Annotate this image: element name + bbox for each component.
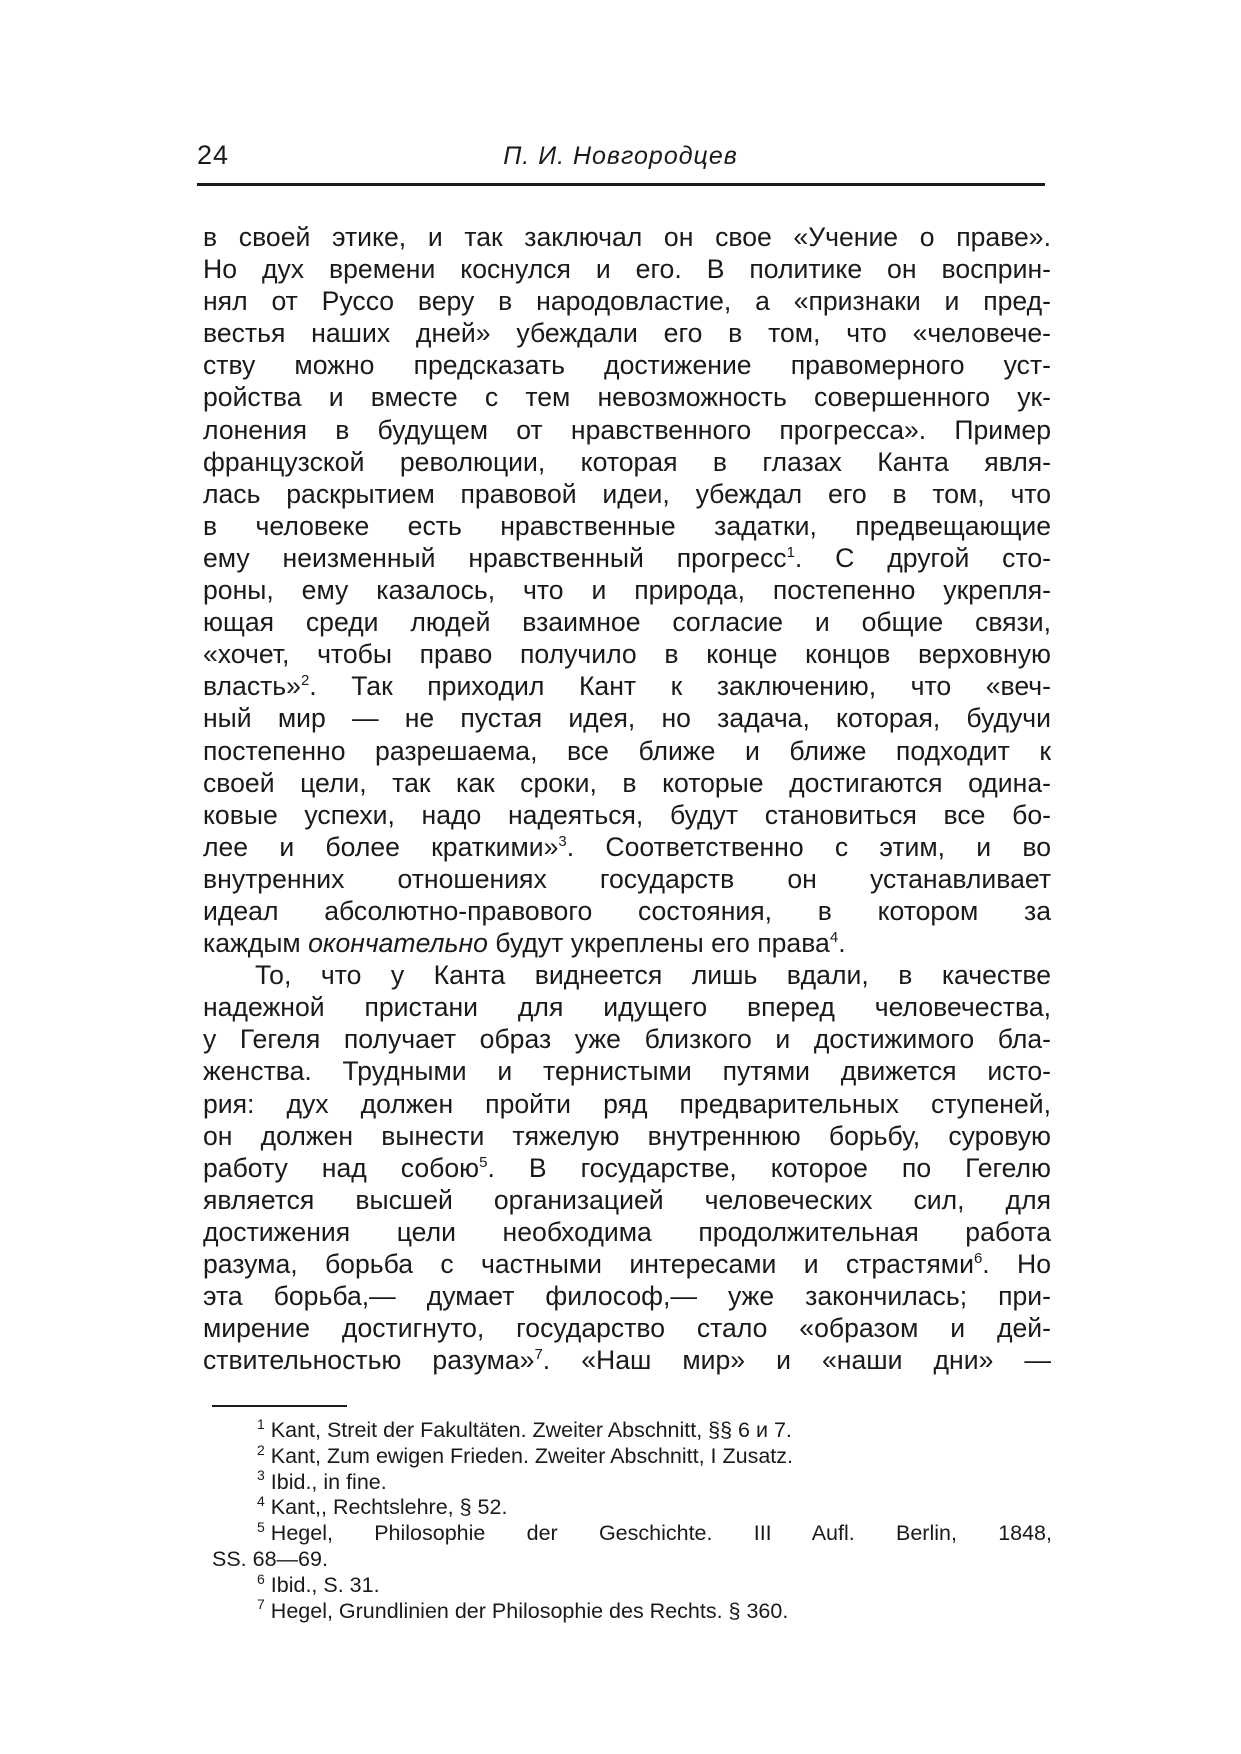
body-line: эта борьба,— думает философ,— уже закончилась; при- xyxy=(203,1281,1051,1312)
footnote-text: Kant, Streit der Fakultäten. Zweiter Abschnitt, §§ 6 и 7. xyxy=(270,1418,792,1442)
body-text xyxy=(203,221,1051,1376)
body-line: роны, ему казалось, что и природа, постепенно укрепля- xyxy=(203,575,1051,606)
footnote-ref[interactable]: 6 xyxy=(973,1250,983,1268)
footnotes xyxy=(212,1415,1052,1624)
body-segment: . В государстве, которое по Гегелю xyxy=(487,1152,1051,1183)
body-segment: работу над собою xyxy=(203,1152,480,1183)
header-rule xyxy=(197,183,1045,186)
footnote-text: Ibid., in fine. xyxy=(270,1469,387,1494)
footnote-rule xyxy=(212,1405,347,1407)
body-line: рия: дух должен пройти ряд предварительных ступеней, xyxy=(203,1088,1051,1119)
footnote xyxy=(212,1495,1052,1521)
body-line: нял от Руссо веру в народовластие, а «признаки и пред- xyxy=(203,286,1051,317)
footnote-ref[interactable]: 7 xyxy=(534,1346,543,1364)
footnote-number: 5 xyxy=(257,1519,265,1536)
body-line: французской революции, которая в глазах Канта явля- xyxy=(203,446,1051,477)
body-line xyxy=(203,831,1051,863)
body-segment: ему неизменный нравственный прогресс xyxy=(203,542,787,573)
footnote-continuation: SS. 68—69. xyxy=(212,1546,328,1571)
body-segment: лее и более краткими» xyxy=(203,831,559,862)
body-line: ству можно предсказать достижение правомерного уст- xyxy=(203,350,1051,381)
body-line: ющая среди людей взаимное согласие и общие связи, xyxy=(203,607,1051,638)
body-line: в человеке есть нравственные задатки, предвещающие xyxy=(203,510,1051,541)
footnote-text: Kant,, Rechtslehre, § 52. xyxy=(270,1495,508,1520)
body-segment: . С другой сто- xyxy=(794,542,1051,573)
body-segment: будут укреплены его права xyxy=(487,928,830,959)
body-segment: . «Наш мир» и «наши дни» — xyxy=(542,1345,1051,1376)
body-line: внутренних отношениях государств он устанавливает xyxy=(203,863,1051,894)
body-line: надежной пристани для идущего вперед человечества, xyxy=(203,992,1051,1023)
footnote-number: 6 xyxy=(257,1570,265,1587)
body-line: Но дух времени коснулся и его. В политике он восприн- xyxy=(203,254,1051,285)
body-line xyxy=(203,542,1051,574)
body-line: у Гегеля получает образ уже близкого и достижимого бла- xyxy=(203,1024,1051,1055)
body-line: своей цели, так как сроки, в которые достигаются одина- xyxy=(203,767,1051,798)
body-line: лонения в будущем от нравственного прогресса». Пример xyxy=(203,414,1051,445)
footnote xyxy=(212,1467,1052,1496)
footnote-number: 3 xyxy=(257,1467,265,1484)
footnote-ref[interactable]: 2 xyxy=(300,672,310,690)
body-line: мирение достигнуто, государство стало «образом и дей- xyxy=(203,1313,1051,1344)
footnote-number: 1 xyxy=(257,1415,265,1432)
body-line xyxy=(203,670,1051,702)
body-line: ройства и вместе с тем невозможность совершенного ук- xyxy=(203,382,1051,413)
footnote-ref[interactable]: 1 xyxy=(786,544,795,562)
footnote-ref[interactable]: 4 xyxy=(829,929,839,947)
body-line xyxy=(203,1344,1051,1376)
footnote xyxy=(212,1521,1052,1547)
body-line: женства. Трудными и тернистыми путями движется исто- xyxy=(203,1056,1051,1087)
body-segment: . Соответственно с этим, и во xyxy=(566,831,1051,862)
body-line: он должен вынести тяжелую внутреннюю борьбу, суровую xyxy=(203,1120,1051,1151)
footnote-ref[interactable]: 3 xyxy=(558,832,567,850)
footnote xyxy=(212,1415,1052,1444)
body-line: каждым окончательно будут укреплены его права$^4$. xyxy=(203,928,846,959)
body-line xyxy=(203,1152,1051,1184)
body-line: лась раскрытием правовой идеи, убеждал его в том, что xyxy=(203,478,1051,509)
body-segment: ствительностью разума» xyxy=(203,1345,535,1376)
footnote-text: Hegel, Grundlinien der Philosophie des Rechts. § 360. xyxy=(270,1598,789,1623)
body-segment: каждым xyxy=(203,928,309,959)
body-line: «хочет, чтобы право получило в конце концов верховную xyxy=(203,639,1051,670)
body-line: в своей этике, и так заключал он свое «Учение о праве». xyxy=(203,222,1051,252)
body-segment: . Но xyxy=(982,1249,1051,1279)
footnote-text: Ibid., S. 31. xyxy=(270,1572,380,1597)
footnote-number: 2 xyxy=(257,1441,265,1458)
body-line: ковые успехи, надо надеяться, будут становиться все бо- xyxy=(203,799,1051,830)
footnote xyxy=(212,1570,1052,1599)
body-line: ный мир — не пустая идея, но задача, которая, будучи xyxy=(203,703,1051,734)
body-line xyxy=(203,1248,1051,1280)
footnote xyxy=(212,1441,1052,1470)
footnote-number: 7 xyxy=(257,1596,265,1613)
page-number: 24 xyxy=(197,140,230,170)
emphasis: окончательно xyxy=(308,928,488,959)
body-line: вестья наших дней» убеждали его в том, что «человече- xyxy=(203,318,1051,349)
body-segment: . Так приходил Кант к заключению, что «веч- xyxy=(309,671,1051,702)
body-segment: власть» xyxy=(203,671,301,702)
body-segment: разума, борьба с частными интересами и страстями xyxy=(203,1249,974,1279)
footnote-text: Kant, Zum ewigen Frieden. Zweiter Abschnitt, I Zusatz. xyxy=(270,1443,793,1468)
running-head: П. И. Новгородцев xyxy=(503,142,738,170)
body-line: достижения цели необходима продолжительная работа xyxy=(203,1216,1051,1247)
body-line: идеал абсолютно-правового состояния, в котором за xyxy=(203,895,1051,926)
body-line: постепенно разрешаема, все ближе и ближе подходит к xyxy=(203,735,1051,766)
body-line: является высшей организацией человеческих сил, для xyxy=(203,1184,1051,1215)
footnote-text: Hegel, Philosophie der Geschichte. III Aufl. Berlin, 1848, xyxy=(270,1521,1052,1546)
footnote-ref[interactable]: 5 xyxy=(479,1153,488,1171)
body-line: То, что у Канта виднеется лишь вдали, в качестве xyxy=(255,960,1051,991)
footnote-number: 4 xyxy=(257,1493,265,1510)
footnote xyxy=(212,1596,1052,1625)
